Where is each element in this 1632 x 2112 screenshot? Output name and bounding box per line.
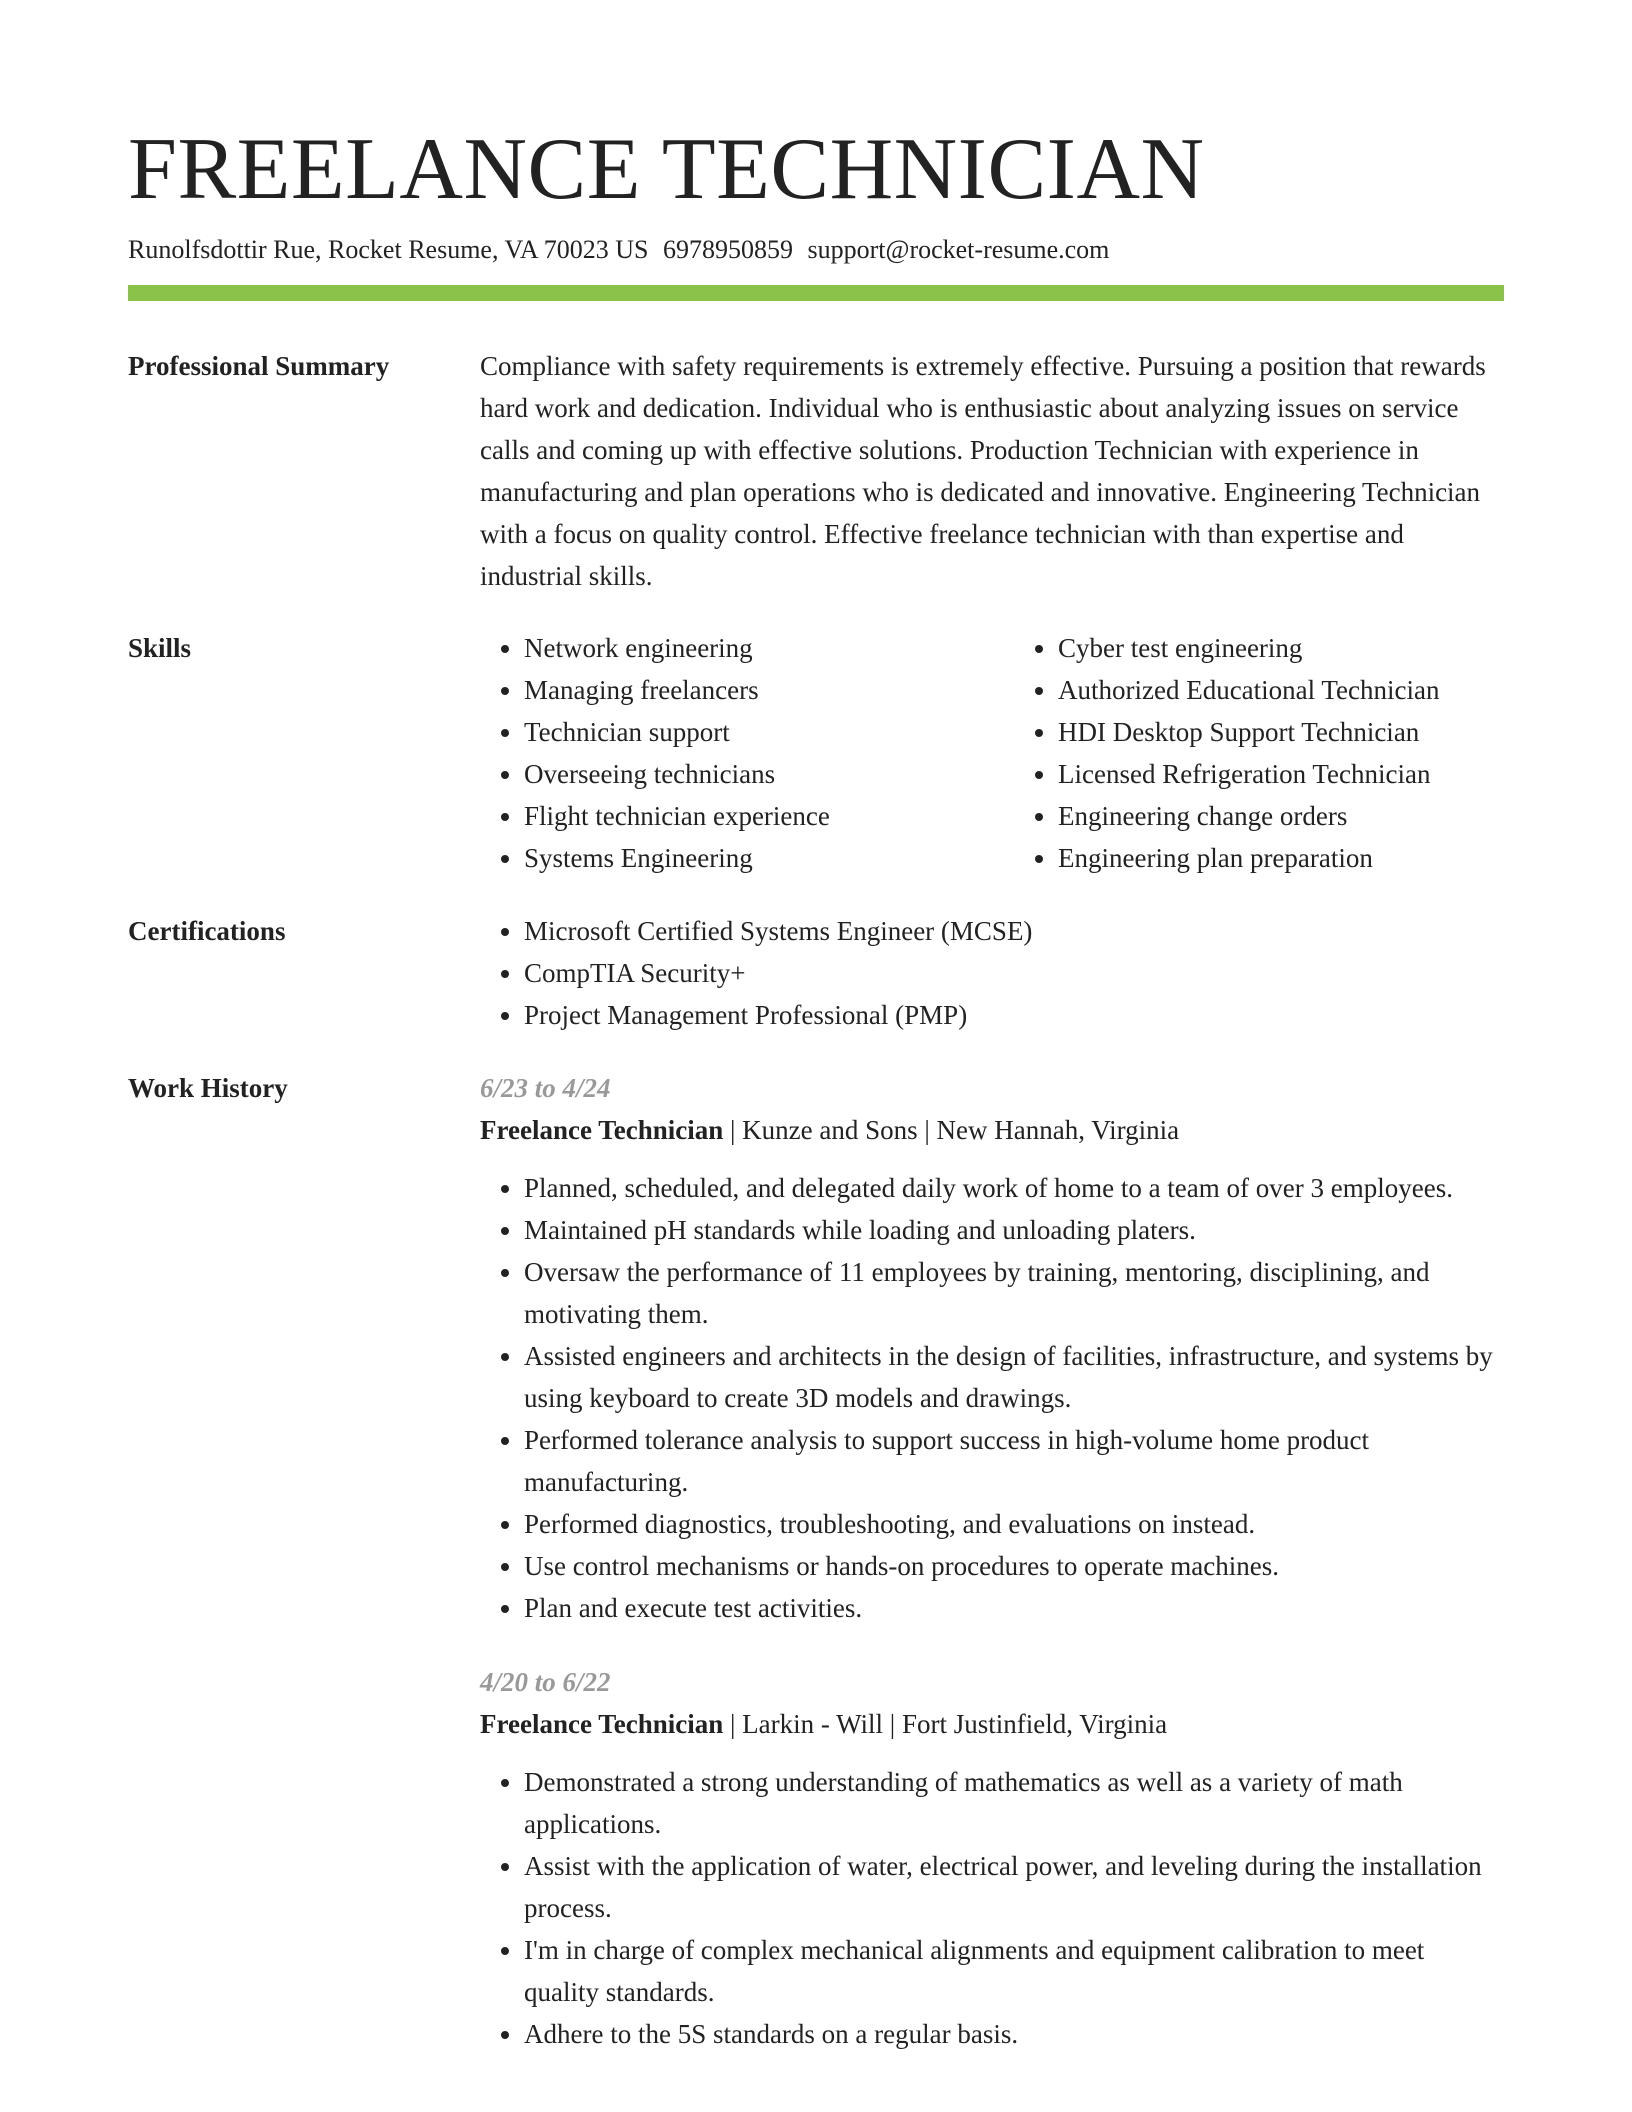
list-item: • Use control mechanisms or hands-on procedures to operate machines. [524, 1545, 1504, 1587]
job-bullets [480, 1761, 1504, 2055]
list-item: • Oversaw the performance of 11 employees by training, mentoring, disciplining, and motivating them. [524, 1251, 1504, 1335]
list-item: • Assist with the application of water, electrical power, and leveling during the installation process. [524, 1845, 1504, 1929]
list-item: • Maintained pH standards while loading and unloading platers. [524, 1209, 1504, 1251]
accent-divider [128, 285, 1504, 301]
contact-line [128, 230, 1504, 270]
job-dates: 4/20 to 6/22 [480, 1667, 611, 1697]
list-item: • Project Management Professional (PMP) [524, 994, 1504, 1036]
job-entry [480, 1661, 1504, 2055]
list-item: • Plan and execute test activities. [524, 1587, 1504, 1629]
skills-body [480, 627, 1504, 879]
certifications-heading: Certifications [128, 916, 286, 946]
list-item: • Flight technician experience [524, 795, 970, 837]
list-item: • Adhere to the 5S standards on a regular basis. [524, 2013, 1504, 2055]
list-item: • Planned, scheduled, and delegated daily work of home to a team of over 3 employees. [524, 1167, 1504, 1209]
candidate-name: FREELANCE TECHNICIAN [128, 121, 1205, 218]
list-item: • I'm in charge of complex mechanical alignments and equipment calibration to meet quality standards. [524, 1929, 1504, 2013]
skills-list-right [1014, 627, 1504, 879]
resume-header [128, 120, 1504, 270]
job-title: Freelance Technician [480, 1115, 724, 1145]
list-item: • HDI Desktop Support Technician [1058, 711, 1504, 753]
job-entry [480, 1067, 1504, 1629]
list-item: • Overseeing technicians [524, 753, 970, 795]
list-item: • Demonstrated a strong understanding of mathematics as well as a variety of math applications. [524, 1761, 1504, 1845]
job-details: | Kunze and Sons | New Hannah, Virginia [723, 1115, 1180, 1145]
job-bullets [480, 1167, 1504, 1629]
contact-email: support@rocket-resume.com [807, 235, 1110, 264]
list-item: • Systems Engineering [524, 837, 970, 879]
job-details: | Larkin - Will | Fort Justinfield, Virginia [723, 1709, 1168, 1739]
list-item: • Network engineering [524, 627, 970, 669]
job-title: Freelance Technician [480, 1709, 724, 1739]
list-item: • Performed tolerance analysis to support success in high-volume home product manufacturing. [524, 1419, 1504, 1503]
certifications-body [480, 910, 1504, 1036]
skills-list-left [480, 627, 970, 879]
summary-text: Compliance with safety requirements is extremely effective. Pursuing a position that rewards hard work and dedication. Individual who is enthusiastic about analyzing issues on service calls and coming up with effective solutions. Production Technician with experience in manufacturing and plan operations who is dedicated and innovative. Engineering Technician with a focus on quality control. Effective freelance technician with than expertise and industrial skills. [480, 351, 1486, 591]
list-item: • Microsoft Certified Systems Engineer (MCSE) [524, 910, 1504, 952]
contact-address: Runolfsdottir Rue, Rocket Resume, VA 70023 US [128, 235, 649, 264]
list-item: • Engineering plan preparation [1058, 837, 1504, 879]
job-heading [480, 1109, 1504, 1151]
list-item: • Engineering change orders [1058, 795, 1504, 837]
work-history-heading: Work History [128, 1073, 288, 1103]
list-item: • Cyber test engineering [1058, 627, 1504, 669]
list-item: • Assisted engineers and architects in the design of facilities, infrastructure, and systems by using keyboard to create 3D models and drawings. [524, 1335, 1504, 1419]
certifications-list [480, 910, 1504, 1036]
job-heading [480, 1703, 1504, 1745]
list-item: • Performed diagnostics, troubleshooting, and evaluations on instead. [524, 1503, 1504, 1545]
list-item: • CompTIA Security+ [524, 952, 1504, 994]
summary-heading: Professional Summary [128, 351, 390, 381]
contact-phone: 6978950859 [663, 235, 793, 264]
list-item: • Authorized Educational Technician [1058, 669, 1504, 711]
summary-body [480, 345, 1504, 597]
job-dates: 6/23 to 4/24 [480, 1073, 611, 1103]
list-item: • Licensed Refrigeration Technician [1058, 753, 1504, 795]
list-item: • Technician support [524, 711, 970, 753]
list-item: • Managing freelancers [524, 669, 970, 711]
work-history-body [480, 1067, 1504, 2055]
skills-heading: Skills [128, 633, 192, 663]
